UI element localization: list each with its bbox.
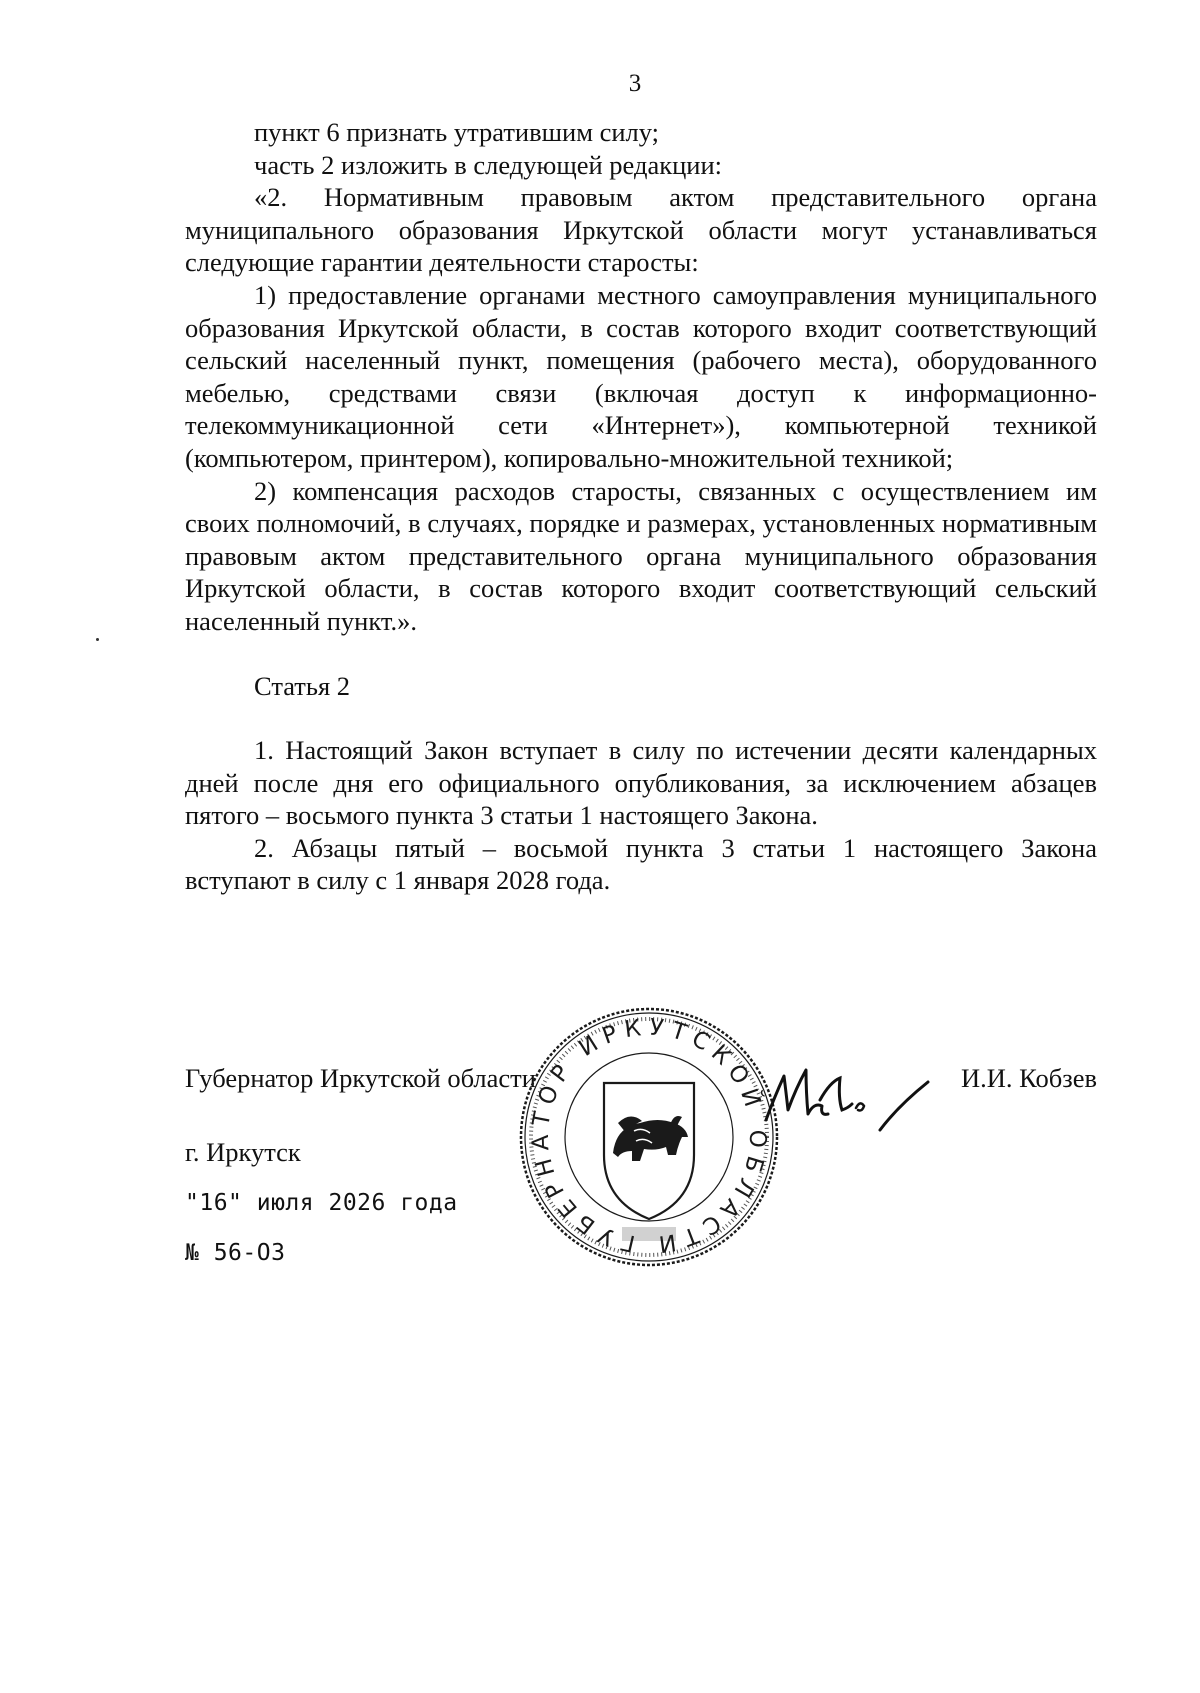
governor-title: Губернатор Иркутской области <box>185 1063 536 1093</box>
paragraph: пункт 6 признать утратившим силу; <box>254 117 660 147</box>
signing-place: г. Иркутск <box>185 1137 301 1167</box>
page-number: 3 <box>628 70 642 97</box>
paragraph: 2) компенсация расходов старосты, связанных с осуществлением им своих полномочий, в случаях, порядке и размерах, установленных нормативным правовым актом представительного органа муниципального образования Иркутской области, в состав которого входит соответствующий сельский населенный пункт.». <box>185 475 1097 636</box>
document-body <box>185 116 1097 897</box>
official-seal <box>518 1005 780 1269</box>
scan-speck <box>96 638 99 641</box>
signing-date: "16" июля 2026 года <box>185 1190 458 1216</box>
paragraph: «2. Нормативным правовым актом представительного органа муниципального образования Иркутской области могут устанавливаться следующие гарантии деятельности старосты: <box>185 182 1097 278</box>
seal-text: ГУБЕРНАТОР ИРКУТСКОЙ ОБЛАСТИ <box>527 1014 771 1258</box>
article-heading: Статья 2 <box>254 670 351 701</box>
governor-name: И.И. Кобзев <box>961 1063 1097 1093</box>
law-number: № 56-ОЗ <box>185 1240 286 1266</box>
paragraph: часть 2 изложить в следующей редакции: <box>254 149 722 180</box>
paragraph: 1) предоставление органами местного самоуправления муниципального образования Иркутской области, в состав которого входит соответствующий сельский населенный пункт, помещения (рабочего места), оборудованного мебелью, средствами связи (включая доступ к информационно-телекоммуникационной сети «Интернет»), компьютерной техникой (компьютером, принтером), копировально-множительной техникой; <box>185 279 1097 473</box>
article-item: 1. Настоящий Закон вступает в силу по истечении десяти календарных дней после дня его официального опубликования, за исключением абзацев пятого – восьмого пункта 3 статьи 1 настоящего Закона. <box>185 735 1097 831</box>
handwritten-signature <box>758 1058 938 1138</box>
article-item: 2. Абзацы пятый – восьмой пункта 3 статьи 1 настоящего Закона вступают в силу с 1 января 2028 года. <box>185 832 1097 896</box>
